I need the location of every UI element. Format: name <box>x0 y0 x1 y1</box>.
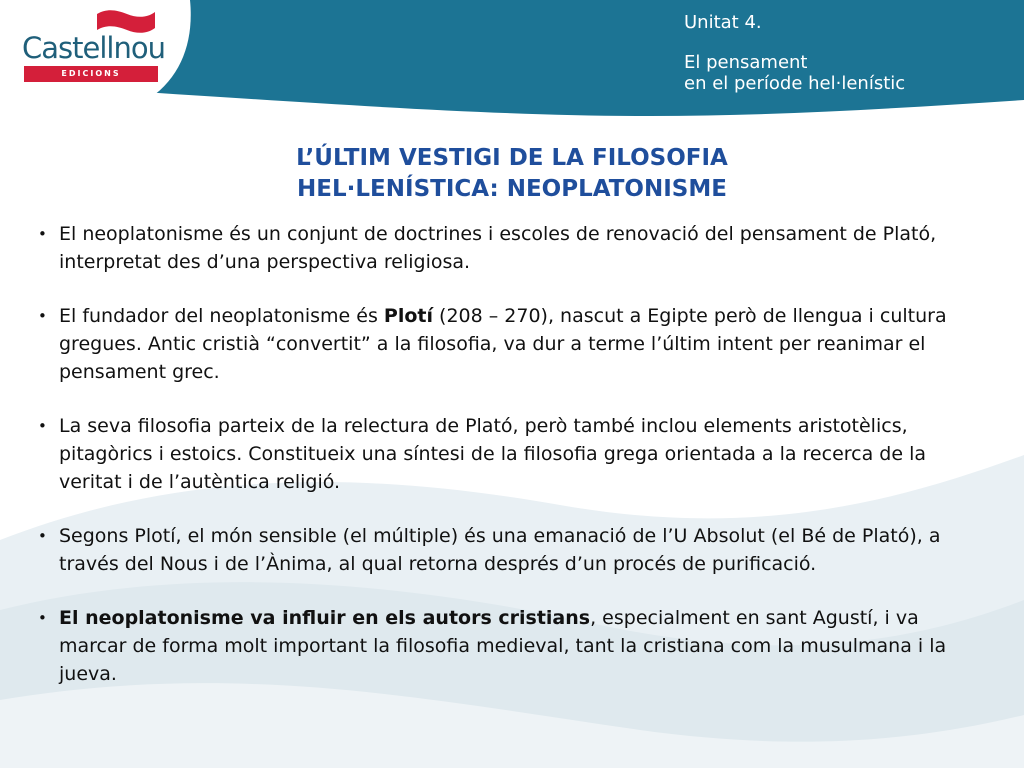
logo-name: Castellnou <box>22 31 165 65</box>
bullet-bold-text: Plotí <box>383 305 433 327</box>
bullet-text <box>59 305 947 383</box>
bullet-item <box>38 412 973 496</box>
slide-title-line: HEL·LENÍSTICA: NEOPLATONISME <box>297 176 727 202</box>
logo-subtitle: EDICIONS <box>61 69 121 78</box>
bullet-text-segment: La seva filosofia parteix de la relectura de Plató, però també inclou elements aristotèlics, pitagòrics i estoics. Constitueix una síntesi de la filosofia grega orientada a la recerca de la veritat i de l’autèntica religió. <box>59 415 926 493</box>
bullet-item <box>38 302 973 386</box>
bullet-icon: • <box>38 307 47 325</box>
unit-number: Unitat 4. <box>684 12 762 33</box>
unit-title-line: en el període hel·lenístic <box>684 73 906 94</box>
bullet-text-segment: , especialment en sant Agustí, i va marcar de forma molt important la filosofia medieval, tant la cristiana com la musulmana i la jueva. <box>59 607 947 685</box>
bullet-text-segment: (208 – 270), nascut a Egipte però de llengua i cultura gregues. Antic cristià “convertit” a la filosofia, va dur a terme l’últim intent per reanimar el pensament grec. <box>59 305 947 383</box>
bullet-text-segment: El neoplatonisme és un conjunt de doctrines i escoles de renovació del pensament de Plató, interpretat des d’una perspectiva religiosa. <box>59 223 937 273</box>
bullet-icon: • <box>38 417 47 435</box>
bullet-item <box>38 220 973 276</box>
bullet-text <box>59 525 940 575</box>
bullet-item <box>38 522 973 578</box>
bullet-icon: • <box>38 609 47 627</box>
slide-title-line: L’ÚLTIM VESTIGI DE LA FILOSOFIA <box>296 145 728 171</box>
bullet-text <box>59 607 946 685</box>
unit-title <box>684 52 905 94</box>
castellnou-logo <box>20 8 170 80</box>
bullet-icon: • <box>38 225 47 243</box>
slide-title <box>0 143 1024 205</box>
bullet-bold-text: El neoplatonisme va influir en els autors cristians <box>59 607 591 629</box>
bullet-list <box>38 220 973 714</box>
bullet-text-segment: Segons Plotí, el món sensible (el múltiple) és una emanació de l’U Absolut (el Bé de Plató), a través del Nous i de l’Ànima, al qual retorna després d’un procés de purificació. <box>59 525 941 575</box>
bullet-text-segment: El fundador del neoplatonisme és <box>59 305 384 327</box>
bullet-icon: • <box>38 527 47 545</box>
unit-title-line: El pensament <box>684 52 808 73</box>
bullet-item <box>38 604 973 688</box>
bullet-text <box>59 415 926 493</box>
bullet-text <box>59 223 936 273</box>
